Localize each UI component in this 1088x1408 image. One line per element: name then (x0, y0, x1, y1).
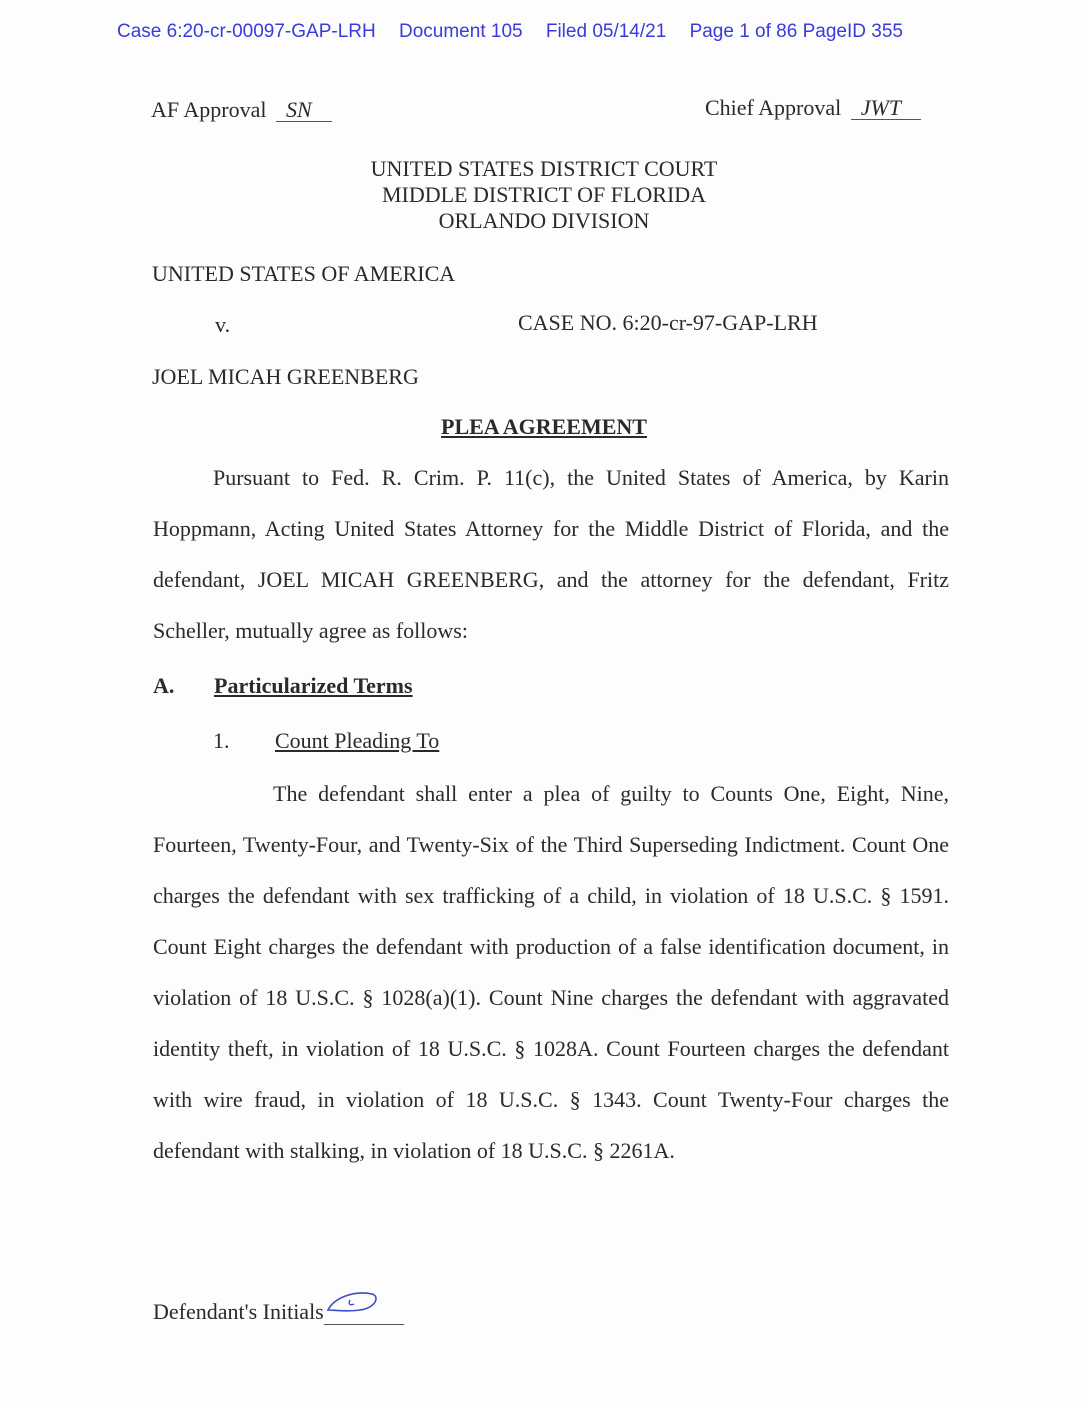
caption-plaintiff: UNITED STATES OF AMERICA (152, 261, 456, 286)
court-district: MIDDLE DISTRICT OF FLORIDA (381, 182, 707, 207)
af-approval (151, 97, 332, 123)
initials-signature-line (324, 1302, 404, 1325)
stamp-filed: Filed 05/14/21 (545, 21, 667, 42)
section-a-heading: Particularized Terms (214, 673, 413, 698)
intro-paragraph: Pursuant to Fed. R. Crim. P. 11(c), the United States of America, by Karin Hoppmann, Acting United States Attorney for the Middle District of Florida, and the defendant, JOEL MICAH GREENBERG, and the attorney for the defendant, Fritz Scheller, mutually agree as follows: (153, 465, 949, 643)
subsection-1-heading: Count Pleading To (275, 728, 440, 753)
chief-approval-label: Chief Approval (705, 95, 842, 120)
section-a-letter: A. (153, 673, 175, 698)
caption-defendant: JOEL MICAH GREENBERG (152, 364, 419, 389)
court-name: UNITED STATES DISTRICT COURT (370, 156, 718, 181)
af-approval-label: AF Approval (151, 97, 267, 122)
af-approval-initials: SN (276, 99, 332, 122)
count-paragraph: The defendant shall enter a plea of guilty to Counts One, Eight, Nine, Fourteen, Twenty-Four, and Twenty-Six of the Third Superseding Indictment. Count One charges the defendant with sex trafficking of a child, in violation of 18 U.S.C. § 1591. Count Eight charges the defendant with production of a false identification document, in violation of 18 U.S.C. § 1028(a)(1). Count Nine charges the defendant with aggravated identity theft, in violation of 18 U.S.C. § 1028A. Count Fourteen charges the defendant with wire fraud, in violation of 18 U.S.C. § 1343. Count Twenty-Four charges the defendant with stalking, in violation of 18 U.S.C. § 2261A. (153, 781, 949, 1163)
stamp-page: Page 1 of 86 PageID 355 (689, 21, 903, 42)
initials-signature-icon (324, 1288, 384, 1318)
stamp-case: Case 6:20-cr-00097-GAP-LRH (117, 21, 376, 42)
filing-stamp (117, 21, 977, 43)
document-title: PLEA AGREEMENT (441, 414, 647, 439)
court-division: ORLANDO DIVISION (438, 208, 650, 233)
chief-approval-initials: JWT (851, 97, 921, 120)
subsection-1-number: 1. (213, 728, 230, 753)
stamp-document: Document 105 (399, 21, 523, 42)
initials-label: Defendant's Initials (153, 1299, 324, 1324)
defendant-initials (153, 1299, 404, 1325)
chief-approval (705, 95, 921, 121)
caption-versus: v. (215, 312, 231, 337)
caption-case-number: CASE NO. 6:20-cr-97-GAP-LRH (518, 310, 818, 335)
